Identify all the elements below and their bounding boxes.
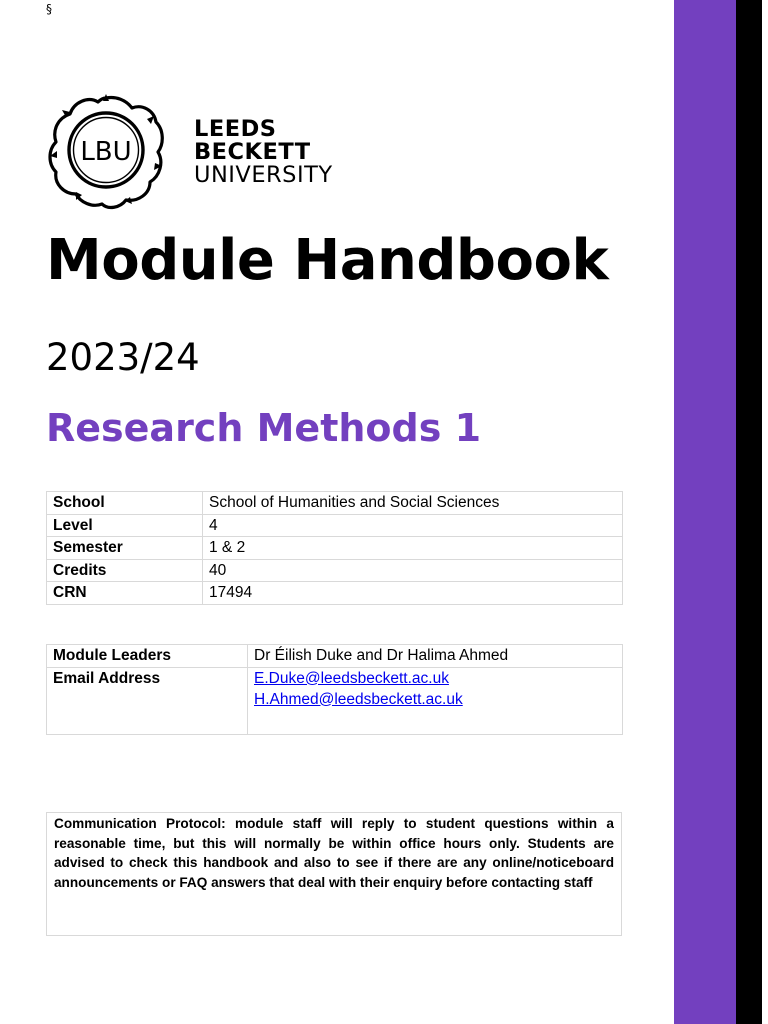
communication-protocol-box	[46, 812, 622, 936]
module-contacts-table	[46, 644, 623, 735]
row-value-school: School of Humanities and Social Sciences	[203, 492, 623, 515]
section-mark: §	[46, 2, 52, 16]
row-label-level: Level	[47, 514, 203, 537]
row-value-crn: 17494	[203, 582, 623, 605]
row-label-crn: CRN	[47, 582, 203, 605]
row-label-credits: Credits	[47, 559, 203, 582]
emblem-text: LBU	[80, 137, 132, 167]
module-leaders-label: Module Leaders	[47, 645, 248, 668]
communication-protocol-text: Communication Protocol: module staff will reply to student questions within a reasonable time, but this will normally be within office hours only. Students are advised to check this handbook and also to see if there are any online/noticeboard announcements or FAQ answers that deal with their enquiry before contacting staff	[54, 816, 614, 890]
academic-year: 2023/24	[46, 336, 200, 379]
logo-line-leeds: LEEDS	[194, 116, 277, 142]
row-value-level: 4	[203, 514, 623, 537]
table-row	[47, 492, 623, 515]
university-logo	[46, 92, 336, 210]
module-name: Research Methods 1	[46, 406, 482, 450]
module-details-table	[46, 491, 623, 605]
table-row	[47, 514, 623, 537]
tudor-rose-emblem-icon	[46, 92, 166, 210]
email-link-duke[interactable]: E.Duke@leedsbeckett.ac.uk	[254, 669, 449, 687]
logo-line-beckett: BECKETT	[194, 139, 311, 165]
email-address-label: Email Address	[47, 667, 248, 734]
table-row	[47, 582, 623, 605]
logo-line-university: UNIVERSITY	[194, 162, 333, 188]
logo-wordmark	[194, 118, 333, 187]
email-link-ahmed[interactable]: H.Ahmed@leedsbeckett.ac.uk	[254, 690, 463, 708]
table-row	[47, 645, 623, 668]
row-label-semester: Semester	[47, 537, 203, 560]
side-purple-bar	[674, 0, 736, 1024]
page-title: Module Handbook	[46, 228, 609, 293]
side-black-bar	[736, 0, 762, 1024]
email-address-values	[248, 667, 623, 734]
row-label-school: School	[47, 492, 203, 515]
table-row	[47, 559, 623, 582]
module-leaders-value: Dr Éilish Duke and Dr Halima Ahmed	[248, 645, 623, 668]
row-value-semester: 1 & 2	[203, 537, 623, 560]
table-row	[47, 537, 623, 560]
row-value-credits: 40	[203, 559, 623, 582]
table-row	[47, 667, 623, 734]
